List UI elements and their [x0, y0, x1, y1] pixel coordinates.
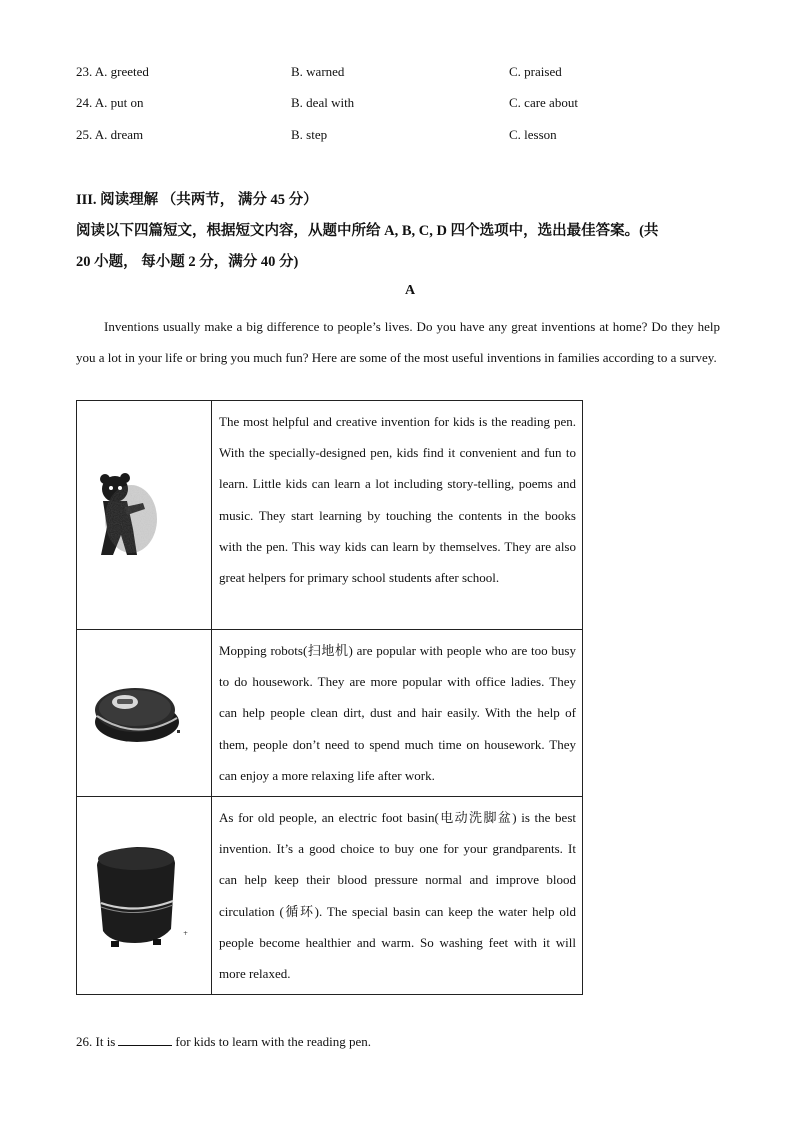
inventions-table — [76, 400, 583, 995]
option-row-25 — [76, 127, 716, 147]
mopping-robot-image — [87, 672, 187, 752]
option-row-24 — [76, 95, 716, 115]
option-row-23 — [76, 64, 716, 84]
section-instruction-line1: 阅读以下四篇短文，根据短文内容，从题中所给 A, B, C, D 四个选项中，选出最佳答案。(共 — [76, 223, 659, 239]
option-a: 25. A. dream — [76, 127, 144, 142]
table-row — [77, 401, 583, 630]
invention-description: The most helpful and creative invention for kids is the reading pen. With the specially-designed pen, kids find it convenient and fun to learn. Little kids can learn a lot including story-telling, poems and music. They start learning by touching the contents in the books with the pen. This way kids can learn by themselves. They are also great helpers for primary school students after school. — [212, 401, 583, 630]
question-suffix: for kids to learn with the reading pen. — [175, 1034, 372, 1049]
option-c: C. lesson — [509, 127, 557, 142]
option-c: C. praised — [509, 64, 562, 79]
table-row — [77, 630, 583, 797]
passage-intro: Inventions usually make a big difference to people’s lives. Do you have any great inventions at home? Do they help you a lot in your life or bring you much fun? Here are some of the most useful inventions in families according to a survey. — [76, 319, 720, 365]
section-instruction-line2: 20 小题， 每小题 2 分，满分 40 分) — [76, 254, 299, 270]
question-prefix: 26. It is — [76, 1034, 116, 1049]
image-cell — [77, 401, 212, 630]
option-b: B. warned — [291, 64, 345, 79]
table-row — [77, 797, 583, 995]
invention-description: Mopping robots(扫地机) are popular with people who are too busy to do housework. They are more popular with office ladies. They can help people clean dirt, dust and hair easily. With the help of them, people don’t need to spend much time on housework. They can enjoy a more relaxing life after work. — [212, 630, 583, 797]
passage-letter: A — [404, 283, 416, 298]
image-cell — [77, 630, 212, 797]
question-26 — [76, 1033, 371, 1050]
option-c: C. care about — [509, 95, 578, 110]
foot-basin-image — [89, 843, 189, 953]
option-b: B. deal with — [291, 95, 355, 110]
option-b: B. step — [291, 127, 328, 142]
svg-text:+: + — [183, 930, 189, 937]
answer-blank — [118, 1033, 172, 1046]
section-title: III. 阅读理解 （共两节， 满分 45 分） — [76, 192, 318, 208]
reading-pen-bear-image — [87, 469, 157, 559]
option-a: 23. A. greeted — [76, 64, 149, 79]
option-a: 24. A. put on — [76, 95, 144, 110]
invention-description: As for old people, an electric foot basin(电动洗脚盆) is the best invention. It’s a good choice to buy one for your grandparents. It can help keep their blood pressure normal and improve blood circulation (循环). The special basin can keep the water help old people become healthier and warm. So washing feet with it will more relaxed. — [212, 797, 583, 995]
image-cell — [77, 797, 212, 995]
